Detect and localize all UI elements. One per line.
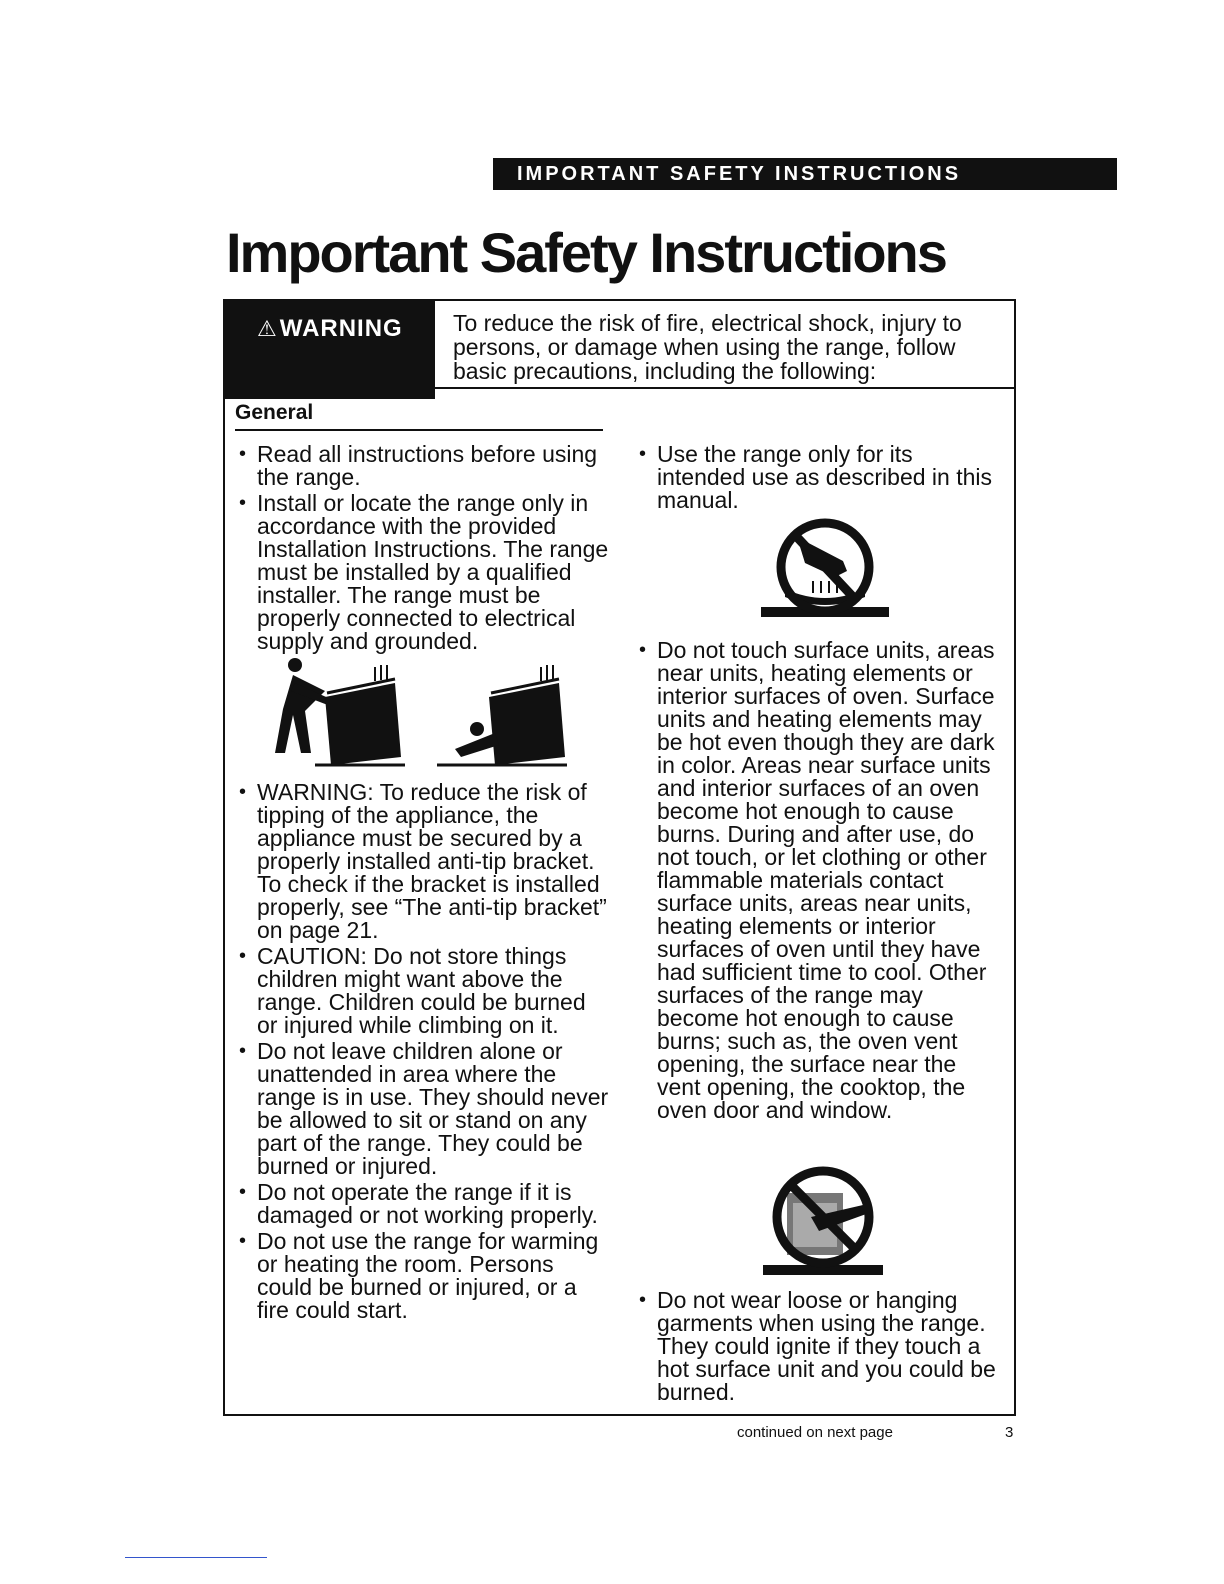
safety-box [223,299,1016,1416]
warning-triangle-icon: ⚠ [257,316,278,341]
no-touch-oven-icon [753,1153,893,1281]
list-item: • Do not wear loose or hanging garments when using the range. They could ignite if they touch a hot surface unit and you could be burned. [637,1289,1002,1404]
section-banner: IMPORTANT SAFETY INSTRUCTIONS [493,158,1117,190]
section-heading: General [235,401,603,431]
list-item: • Do not touch surface units, areas near units, heating elements or interior surfaces of oven. Surface units and heating elements may be hot even though they are dark in color. Areas near surface units and interior surfaces of an oven become hot enough to cause burns. During and after use, do not touch, or let clothing or other flammable materials contact surface units, areas near units, heating elements or interior surfaces of oven until they have had sufficient time to cool. Other surfaces of the range may become hot enough to cause burns; such as, the oven vent opening, the surface near the vent opening, the cooktop, the oven door and window. [637,639,1002,1122]
left-list-bottom [237,781,612,1325]
list-item: • Install or locate the range only in accordance with the provided Installation Instructions. The range must be installed by a qualified installer. The range must be properly connected to electrical supply and grounded. [237,492,612,653]
warning-text: To reduce the risk of fire, electrical shock, injury to persons, or damage when using the range, follow basic precautions, including the following: [435,301,1016,389]
right-list-2 [637,639,1002,1125]
list-item: • WARNING: To reduce the risk of tipping of the appliance, the appliance must be secured by a properly installed anti-tip bracket. To check if the bracket is installed properly, see “The anti-tip bracket” on page 21. [237,781,612,942]
divider [125,1557,267,1558]
list-item: • Do not operate the range if it is damaged or not working properly. [237,1181,612,1227]
list-item: • Read all instructions before using the range. [237,443,612,489]
list-item: • Use the range only for its intended use as described in this manual. [637,443,1002,512]
warning-badge [225,301,435,399]
tip-over-illustration [255,653,575,769]
page-title: Important Safety Instructions [226,221,946,284]
left-list-top [237,443,612,656]
page-number: 3 [1005,1424,1014,1441]
right-list-3 [637,1289,1002,1407]
list-item: • Do not leave children alone or unattended in area where the range is in use. They should never be allowed to sit or stand on any part of the range. They could be burned or injured. [237,1040,612,1178]
list-item: • Do not use the range for warming or heating the room. Persons could be burned or injured, or a fire could start. [237,1230,612,1322]
list-item: • CAUTION: Do not store things children might want above the range. Children could be burned or injured while climbing on it. [237,945,612,1037]
continued-note: continued on next page [737,1424,893,1441]
warning-label: ⚠WARNING [257,315,403,342]
right-list-1 [637,443,1002,515]
no-touch-surface-icon [755,511,895,623]
